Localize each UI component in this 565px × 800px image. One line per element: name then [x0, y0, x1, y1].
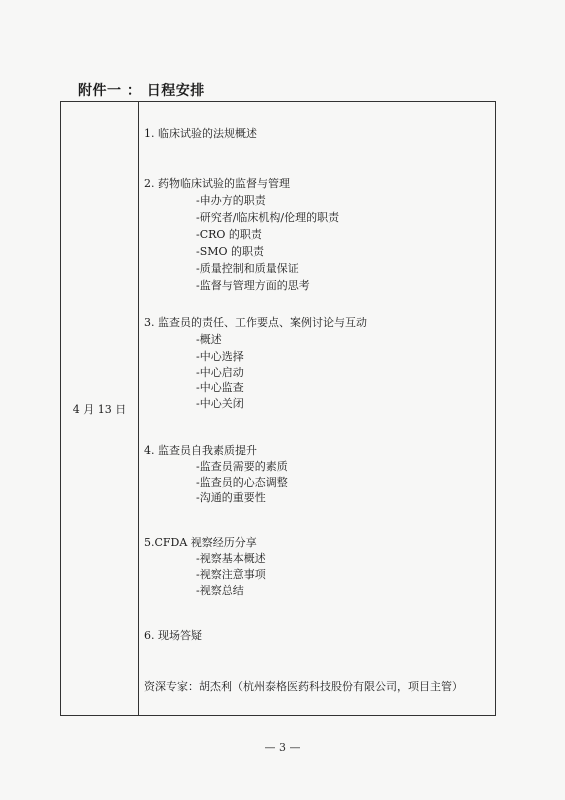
- section-item: -沟通的重要性: [196, 491, 266, 504]
- expert-line: 资深专家：胡杰利（杭州泰格医药科技股份有限公司，项目主管）: [144, 680, 463, 693]
- section-title: 5.CFDA 视察经历分享: [144, 536, 257, 549]
- section-item: -监查员的心态调整: [196, 476, 288, 489]
- section-item: -中心监查: [196, 381, 244, 394]
- section-item: -中心选择: [196, 350, 244, 363]
- page-number: — 3 —: [264, 741, 301, 754]
- section-title: 1. 临床试验的法规概述: [144, 127, 257, 140]
- section-item: -视察基本概述: [196, 552, 266, 565]
- section-item: -监查员需要的素质: [196, 460, 288, 473]
- section-title: 4. 监查员自我素质提升: [144, 444, 257, 457]
- section-item: -研究者/临床机构/伦理的职责: [196, 211, 340, 224]
- section-title: 2. 药物临床试验的监督与管理: [144, 177, 290, 190]
- section-item: -质量控制和质量保证: [196, 262, 299, 275]
- section-item: -视察总结: [196, 584, 244, 597]
- section-item: -监督与管理方面的思考: [196, 279, 310, 292]
- date-cell: 4 月 13 日: [72, 402, 127, 416]
- page-heading: 附件一 ： 日程安排: [78, 83, 205, 99]
- section-item: -中心启动: [196, 366, 244, 379]
- section-item: -中心关闭: [196, 397, 244, 410]
- section-title: 6. 现场答疑: [144, 629, 202, 642]
- section-item: -申办方的职责: [196, 194, 266, 207]
- section-item: -概述: [196, 333, 222, 346]
- schedule-table: [60, 101, 496, 716]
- section-title: 3. 监查员的责任、工作要点、案例讨论与互动: [144, 316, 367, 329]
- column-divider: [138, 102, 139, 715]
- section-item: -SMO 的职责: [196, 245, 265, 258]
- section-item: -CRO 的职责: [196, 228, 262, 241]
- section-item: -视察注意事项: [196, 568, 266, 581]
